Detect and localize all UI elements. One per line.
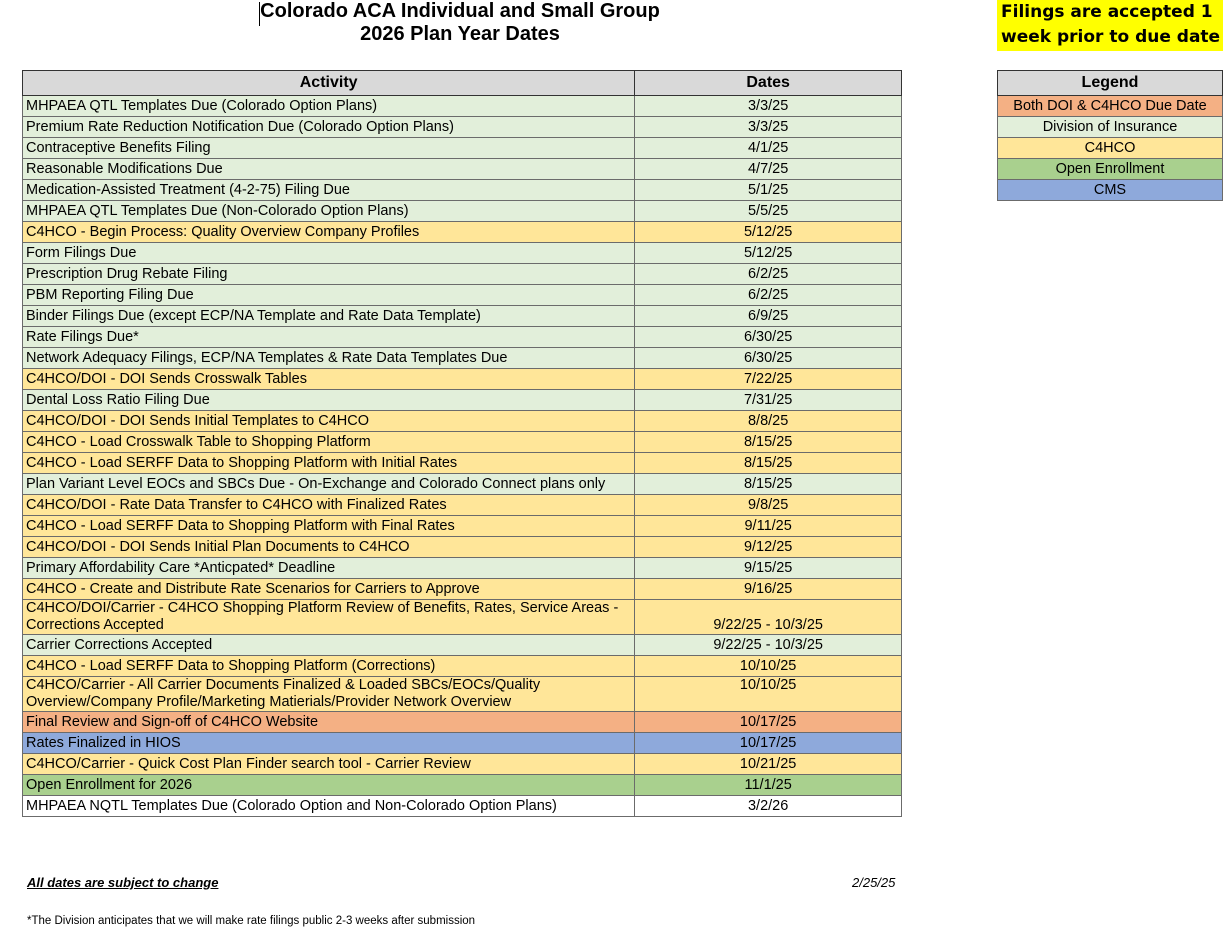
date-cell: 7/22/25 (635, 369, 902, 390)
table-row (23, 96, 902, 117)
legend-row (998, 117, 1223, 138)
activity-cell: MHPAEA NQTL Templates Due (Colorado Option and Non-Colorado Option Plans) (23, 796, 635, 817)
activity-cell: C4HCO - Create and Distribute Rate Scenarios for Carriers to Approve (23, 579, 635, 600)
date-cell: 5/12/25 (635, 243, 902, 264)
footnote-text: *The Division anticipates that we will make rate filings public 2-3 weeks after submission (27, 915, 476, 927)
table-row (23, 201, 902, 222)
date-cell: 3/3/25 (635, 117, 902, 138)
table-row (23, 159, 902, 180)
date-cell: 11/1/25 (635, 775, 902, 796)
legend-item-c4: C4HCO (998, 138, 1223, 159)
table-row (23, 635, 902, 656)
activity-cell: C4HCO - Begin Process: Quality Overview Company Profiles (23, 222, 635, 243)
date-cell: 8/15/25 (635, 453, 902, 474)
table-row (23, 243, 902, 264)
legend-body (998, 96, 1223, 201)
date-cell: 6/30/25 (635, 327, 902, 348)
activity-cell: Dental Loss Ratio Filing Due (23, 390, 635, 411)
activity-cell: C4HCO/DOI - Rate Data Transfer to C4HCO with Finalized Rates (23, 495, 635, 516)
date-cell: 9/12/25 (635, 537, 902, 558)
table-row (23, 516, 902, 537)
table-row (23, 474, 902, 495)
activity-cell: C4HCO - Load Crosswalk Table to Shopping Platform (23, 432, 635, 453)
table-row (23, 264, 902, 285)
date-cell: 6/30/25 (635, 348, 902, 369)
activity-cell: Binder Filings Due (except ECP/NA Template and Rate Data Template) (23, 306, 635, 327)
table-row (23, 180, 902, 201)
legend-row (998, 138, 1223, 159)
date-cell: 7/31/25 (635, 390, 902, 411)
table-row (23, 656, 902, 677)
activity-cell: Network Adequacy Filings, ECP/NA Templates & Rate Data Templates Due (23, 348, 635, 369)
legend-row (998, 180, 1223, 201)
table-row (23, 222, 902, 243)
legend-item-doi: Division of Insurance (998, 117, 1223, 138)
activity-cell: Plan Variant Level EOCs and SBCs Due - On-Exchange and Colorado Connect plans only (23, 474, 635, 495)
activity-cell: C4HCO - Load SERFF Data to Shopping Platform with Final Rates (23, 516, 635, 537)
disclaimer-text: All dates are subject to change (27, 875, 219, 890)
date-cell: 4/1/25 (635, 138, 902, 159)
date-cell: 10/10/25 (635, 656, 902, 677)
activity-cell: C4HCO/DOI - DOI Sends Initial Templates to C4HCO (23, 411, 635, 432)
dates-table (22, 70, 902, 817)
table-row (23, 558, 902, 579)
date-cell: 10/17/25 (635, 733, 902, 754)
table-row (23, 677, 902, 712)
filing-note: Filings are accepted 1 week prior to due date (997, 0, 1223, 51)
date-cell: 6/2/25 (635, 264, 902, 285)
activity-cell: Contraceptive Benefits Filing (23, 138, 635, 159)
date-cell: 3/3/25 (635, 96, 902, 117)
activity-cell: Open Enrollment for 2026 (23, 775, 635, 796)
table-row (23, 600, 902, 635)
activity-cell: C4HCO/DOI - DOI Sends Crosswalk Tables (23, 369, 635, 390)
legend-table (997, 70, 1223, 201)
activity-cell: C4HCO - Load SERFF Data to Shopping Platform (Corrections) (23, 656, 635, 677)
dates-column-header: Dates (635, 71, 902, 96)
revision-date: 2/25/25 (852, 875, 896, 890)
table-row (23, 348, 902, 369)
activity-cell: Rate Filings Due* (23, 327, 635, 348)
activity-cell: PBM Reporting Filing Due (23, 285, 635, 306)
activity-cell: C4HCO/Carrier - Quick Cost Plan Finder search tool - Carrier Review (23, 754, 635, 775)
date-cell: 9/8/25 (635, 495, 902, 516)
date-cell: 4/7/25 (635, 159, 902, 180)
date-cell: 10/21/25 (635, 754, 902, 775)
date-cell: 8/15/25 (635, 474, 902, 495)
table-row (23, 369, 902, 390)
table-row (23, 327, 902, 348)
table-row (23, 453, 902, 474)
activity-cell: C4HCO/DOI - DOI Sends Initial Plan Documents to C4HCO (23, 537, 635, 558)
table-row (23, 138, 902, 159)
date-cell: 9/16/25 (635, 579, 902, 600)
page-title (260, 0, 660, 46)
table-row (23, 411, 902, 432)
activity-cell: C4HCO/Carrier - All Carrier Documents Finalized & Loaded SBCs/EOCs/Quality Overview/Company Profile/Marketing Matierials/Provider Network Overview (23, 677, 635, 712)
activity-cell: Final Review and Sign-off of C4HCO Website (23, 712, 635, 733)
legend-item-oe: Open Enrollment (998, 159, 1223, 180)
table-row (23, 796, 902, 817)
activity-cell: Prescription Drug Rebate Filing (23, 264, 635, 285)
table-row (23, 495, 902, 516)
date-cell: 10/17/25 (635, 712, 902, 733)
table-row (23, 712, 902, 733)
legend-row (998, 96, 1223, 117)
activity-cell: Primary Affordability Care *Anticpated* Deadline (23, 558, 635, 579)
date-cell: 5/12/25 (635, 222, 902, 243)
date-cell: 9/15/25 (635, 558, 902, 579)
date-cell: 3/2/26 (635, 796, 902, 817)
table-row (23, 117, 902, 138)
date-cell: 6/9/25 (635, 306, 902, 327)
date-cell: 9/11/25 (635, 516, 902, 537)
activity-cell: MHPAEA QTL Templates Due (Colorado Option Plans) (23, 96, 635, 117)
date-cell: 6/2/25 (635, 285, 902, 306)
legend-title: Legend (998, 71, 1223, 96)
table-row (23, 733, 902, 754)
activity-cell: Form Filings Due (23, 243, 635, 264)
legend-item-both: Both DOI & C4HCO Due Date (998, 96, 1223, 117)
title-line-1: Colorado ACA Individual and Small Group (260, 0, 660, 22)
text-cursor (259, 2, 260, 26)
activity-cell: C4HCO - Load SERFF Data to Shopping Platform with Initial Rates (23, 453, 635, 474)
title-line-2: 2026 Plan Year Dates (360, 23, 560, 45)
table-row (23, 390, 902, 411)
table-row (23, 537, 902, 558)
date-cell: 8/15/25 (635, 432, 902, 453)
table-row (23, 306, 902, 327)
activity-cell: C4HCO/DOI/Carrier - C4HCO Shopping Platform Review of Benefits, Rates, Service Areas - Corrections Accepted (23, 600, 635, 635)
table-row (23, 432, 902, 453)
activity-cell: Premium Rate Reduction Notification Due (Colorado Option Plans) (23, 117, 635, 138)
activity-cell: Rates Finalized in HIOS (23, 733, 635, 754)
activity-cell: Reasonable Modifications Due (23, 159, 635, 180)
date-cell: 5/1/25 (635, 180, 902, 201)
table-row (23, 775, 902, 796)
activity-column-header: Activity (23, 71, 635, 96)
table-row (23, 579, 902, 600)
legend-row (998, 159, 1223, 180)
date-cell: 9/22/25 - 10/3/25 (635, 635, 902, 656)
legend-item-cms: CMS (998, 180, 1223, 201)
table-header-row (23, 71, 902, 96)
date-cell: 10/10/25 (635, 677, 902, 712)
activity-cell: Carrier Corrections Accepted (23, 635, 635, 656)
activity-cell: Medication-Assisted Treatment (4-2-75) Filing Due (23, 180, 635, 201)
date-cell: 5/5/25 (635, 201, 902, 222)
date-cell: 8/8/25 (635, 411, 902, 432)
table-row (23, 285, 902, 306)
legend-header-row (998, 71, 1223, 96)
date-cell: 9/22/25 - 10/3/25 (635, 600, 902, 635)
activity-cell: MHPAEA QTL Templates Due (Non-Colorado Option Plans) (23, 201, 635, 222)
table-row (23, 754, 902, 775)
dates-table-body (23, 96, 902, 817)
